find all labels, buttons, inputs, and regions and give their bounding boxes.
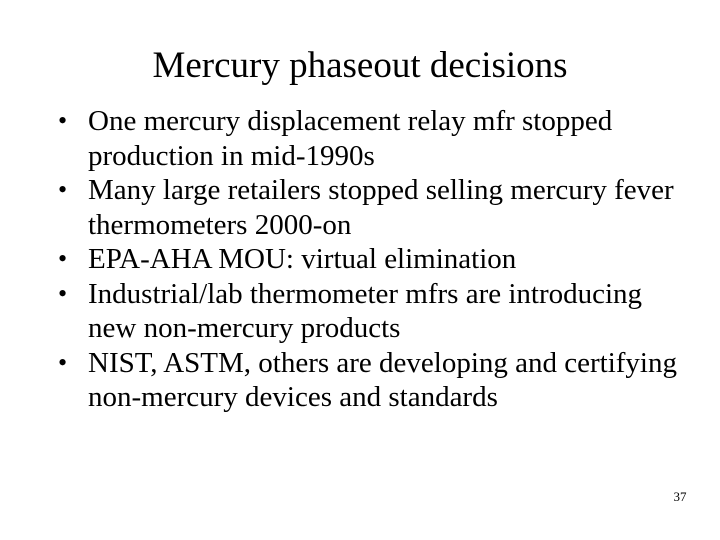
bullet-text: One mercury displacement relay mfr stopped production in mid-1990s (88, 105, 613, 172)
bullet-text: NIST, ASTM, others are developing and certifying non-mercury devices and standards (88, 346, 677, 413)
bullet-icon: • (58, 347, 68, 377)
list-item (58, 346, 678, 415)
list-item (58, 277, 678, 346)
list-item (58, 104, 678, 173)
bullet-icon: • (58, 244, 68, 273)
list-item (58, 173, 678, 242)
bullet-icon: • (58, 175, 68, 204)
bullet-text: Industrial/lab thermometer mfrs are introducing new non-mercury products (88, 277, 643, 344)
bullet-icon: • (58, 278, 68, 308)
list-item (58, 242, 678, 277)
bullet-text: Many large retailers stopped selling mercury fever thermometers 2000-on (88, 174, 674, 241)
bullet-icon: • (58, 106, 68, 135)
slide-title: Mercury phaseout decisions (152, 45, 568, 86)
bullet-list (58, 104, 678, 415)
bullet-text: EPA-AHA MOU: virtual elimination (88, 243, 517, 275)
page-number: 37 (673, 489, 687, 504)
